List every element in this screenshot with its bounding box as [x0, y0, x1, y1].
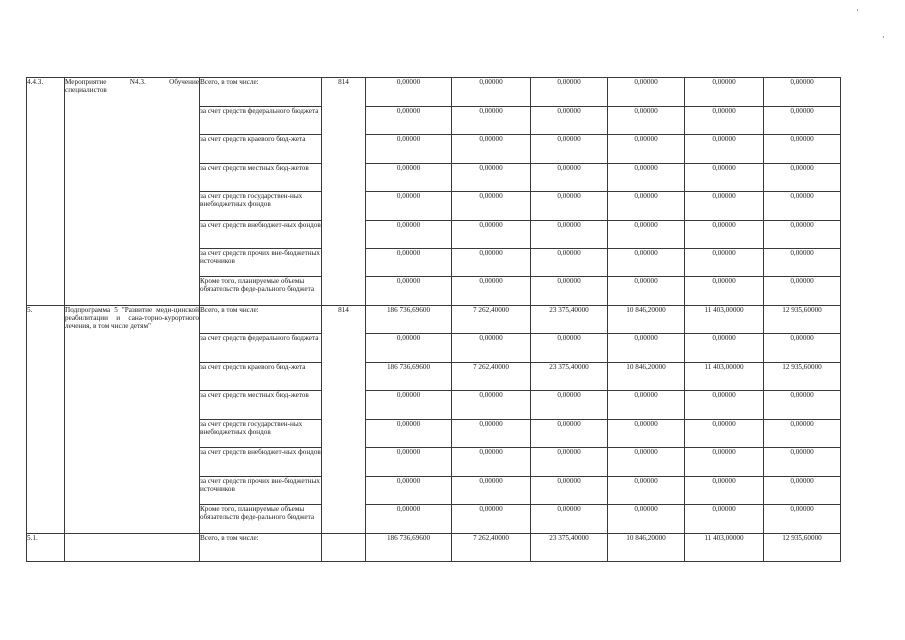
value-cell: 0,00000	[685, 420, 764, 448]
value-cell: 0,00000	[452, 277, 531, 306]
value-cell: 0,00000	[685, 249, 764, 277]
value-cell: 0,00000	[531, 192, 608, 221]
value-cell: 0,00000	[452, 164, 531, 192]
value-cell: 0,00000	[685, 78, 764, 107]
value-cell: 0,00000	[366, 164, 452, 192]
funding-source: Кроме того, планируемые объемы обязательств феде-рального бюджета	[200, 277, 322, 306]
value-cell: 0,00000	[764, 277, 841, 306]
value-cell: 0,00000	[452, 221, 531, 249]
value-cell: 0,00000	[685, 477, 764, 505]
value-cell: 10 846,20000	[608, 534, 685, 562]
value-cell: 0,00000	[366, 505, 452, 534]
value-cell: 0,00000	[764, 135, 841, 164]
value-cell: 0,00000	[531, 221, 608, 249]
table-row	[27, 534, 841, 562]
department-code: 814	[322, 306, 366, 534]
value-cell: 0,00000	[366, 107, 452, 135]
value-cell: 0,00000	[764, 107, 841, 135]
scan-speck	[857, 9, 858, 11]
value-cell: 186 736,69600	[366, 534, 452, 562]
value-cell: 0,00000	[531, 135, 608, 164]
value-cell: 23 375,40000	[531, 534, 608, 562]
department-code	[322, 534, 366, 562]
value-cell: 0,00000	[366, 448, 452, 477]
funding-source: за счет средств краевого бюд-жета	[200, 363, 322, 391]
funding-source: Всего, в том числе:	[200, 534, 322, 562]
funding-source: за счет средств внебюджет-ных фондов	[200, 448, 322, 477]
value-cell: 0,00000	[366, 135, 452, 164]
value-cell: 0,00000	[452, 420, 531, 448]
value-cell: 23 375,40000	[531, 306, 608, 334]
value-cell: 0,00000	[531, 391, 608, 420]
value-cell: 0,00000	[452, 107, 531, 135]
value-cell: 0,00000	[531, 477, 608, 505]
value-cell: 0,00000	[452, 192, 531, 221]
value-cell: 0,00000	[452, 249, 531, 277]
value-cell: 0,00000	[608, 505, 685, 534]
value-cell: 0,00000	[366, 277, 452, 306]
value-cell: 0,00000	[685, 391, 764, 420]
funding-source: за счет средств краевого бюд-жета	[200, 135, 322, 164]
row-name: Мероприятие N4.3. Обучение специалистов	[65, 78, 200, 306]
value-cell: 0,00000	[608, 448, 685, 477]
value-cell: 0,00000	[366, 334, 452, 363]
value-cell: 0,00000	[608, 391, 685, 420]
value-cell: 0,00000	[608, 192, 685, 221]
value-cell: 11 403,00000	[685, 306, 764, 334]
value-cell: 0,00000	[531, 164, 608, 192]
value-cell: 0,00000	[366, 477, 452, 505]
funding-source: за счет средств прочих вне-бюджетных источников	[200, 249, 322, 277]
value-cell: 0,00000	[452, 78, 531, 107]
funding-source: за счет средств внебюджет-ных фондов	[200, 221, 322, 249]
value-cell: 0,00000	[531, 107, 608, 135]
value-cell: 0,00000	[531, 277, 608, 306]
value-cell: 0,00000	[764, 192, 841, 221]
value-cell: 0,00000	[685, 164, 764, 192]
value-cell: 0,00000	[608, 334, 685, 363]
row-number: 4.4.3.	[27, 78, 65, 306]
value-cell: 12 935,60000	[764, 363, 841, 391]
value-cell: 12 935,60000	[764, 306, 841, 334]
value-cell: 0,00000	[366, 420, 452, 448]
value-cell: 0,00000	[531, 334, 608, 363]
value-cell: 0,00000	[366, 391, 452, 420]
value-cell: 0,00000	[608, 164, 685, 192]
department-code: 814	[322, 78, 366, 306]
scan-speck	[883, 36, 884, 38]
value-cell: 0,00000	[366, 192, 452, 221]
value-cell: 0,00000	[452, 334, 531, 363]
value-cell: 0,00000	[531, 505, 608, 534]
value-cell: 0,00000	[764, 221, 841, 249]
value-cell: 0,00000	[608, 249, 685, 277]
value-cell: 0,00000	[764, 78, 841, 107]
funding-source: за счет средств местных бюд-жетов	[200, 164, 322, 192]
value-cell: 0,00000	[452, 505, 531, 534]
row-name	[65, 534, 200, 562]
value-cell: 186 736,69600	[366, 363, 452, 391]
value-cell: 0,00000	[531, 448, 608, 477]
funding-source: Всего, в том числе:	[200, 306, 322, 334]
funding-source: за счет средств государствен-ных внебюджетных фондов	[200, 192, 322, 221]
value-cell: 0,00000	[685, 192, 764, 221]
value-cell: 0,00000	[685, 221, 764, 249]
row-name: Подпрограмма 5 "Развитие меди-цинской реабилитации и сана-торно-курортного лечения, в том числе детям"	[65, 306, 200, 534]
value-cell: 0,00000	[764, 249, 841, 277]
value-cell: 0,00000	[764, 420, 841, 448]
value-cell: 0,00000	[452, 391, 531, 420]
value-cell: 186 736,69600	[366, 306, 452, 334]
value-cell: 0,00000	[531, 249, 608, 277]
value-cell: 10 846,20000	[608, 363, 685, 391]
value-cell: 12 935,60000	[764, 534, 841, 562]
value-cell: 0,00000	[608, 277, 685, 306]
funding-source: за счет средств федерального бюджета	[200, 107, 322, 135]
funding-source: Кроме того, планируемые объемы обязательств феде-рального бюджета	[200, 505, 322, 534]
value-cell: 0,00000	[685, 448, 764, 477]
value-cell: 7 262,40000	[452, 534, 531, 562]
value-cell: 0,00000	[452, 477, 531, 505]
value-cell: 10 846,20000	[608, 306, 685, 334]
value-cell: 0,00000	[608, 420, 685, 448]
value-cell: 0,00000	[685, 505, 764, 534]
row-number: 5.	[27, 306, 65, 534]
value-cell: 0,00000	[685, 107, 764, 135]
value-cell: 0,00000	[685, 135, 764, 164]
value-cell: 0,00000	[608, 78, 685, 107]
value-cell: 0,00000	[366, 221, 452, 249]
value-cell: 11 403,00000	[685, 363, 764, 391]
value-cell: 23 375,40000	[531, 363, 608, 391]
value-cell: 0,00000	[764, 334, 841, 363]
value-cell: 0,00000	[764, 448, 841, 477]
value-cell: 0,00000	[608, 477, 685, 505]
value-cell: 7 262,40000	[452, 363, 531, 391]
value-cell: 0,00000	[764, 164, 841, 192]
value-cell: 0,00000	[685, 334, 764, 363]
funding-source: Всего, в том числе:	[200, 78, 322, 107]
value-cell: 0,00000	[764, 391, 841, 420]
value-cell: 0,00000	[608, 221, 685, 249]
funding-source: за счет средств местных бюд-жетов	[200, 391, 322, 420]
value-cell: 0,00000	[452, 135, 531, 164]
funding-source: за счет средств федерального бюджета	[200, 334, 322, 363]
value-cell: 0,00000	[608, 107, 685, 135]
table-row	[27, 306, 841, 334]
funding-source: за счет средств государствен-ных внебюджетных фондов	[200, 420, 322, 448]
value-cell: 0,00000	[452, 448, 531, 477]
row-number: 5.1.	[27, 534, 65, 562]
funding-source: за счет средств прочих вне-бюджетных источников	[200, 477, 322, 505]
value-cell: 0,00000	[764, 505, 841, 534]
value-cell: 0,00000	[366, 78, 452, 107]
value-cell: 7 262,40000	[452, 306, 531, 334]
value-cell: 0,00000	[531, 420, 608, 448]
value-cell: 0,00000	[764, 477, 841, 505]
table-row	[27, 78, 841, 107]
value-cell: 0,00000	[608, 135, 685, 164]
budget-table	[26, 77, 841, 562]
value-cell: 0,00000	[685, 277, 764, 306]
value-cell: 11 403,00000	[685, 534, 764, 562]
value-cell: 0,00000	[531, 78, 608, 107]
value-cell: 0,00000	[366, 249, 452, 277]
